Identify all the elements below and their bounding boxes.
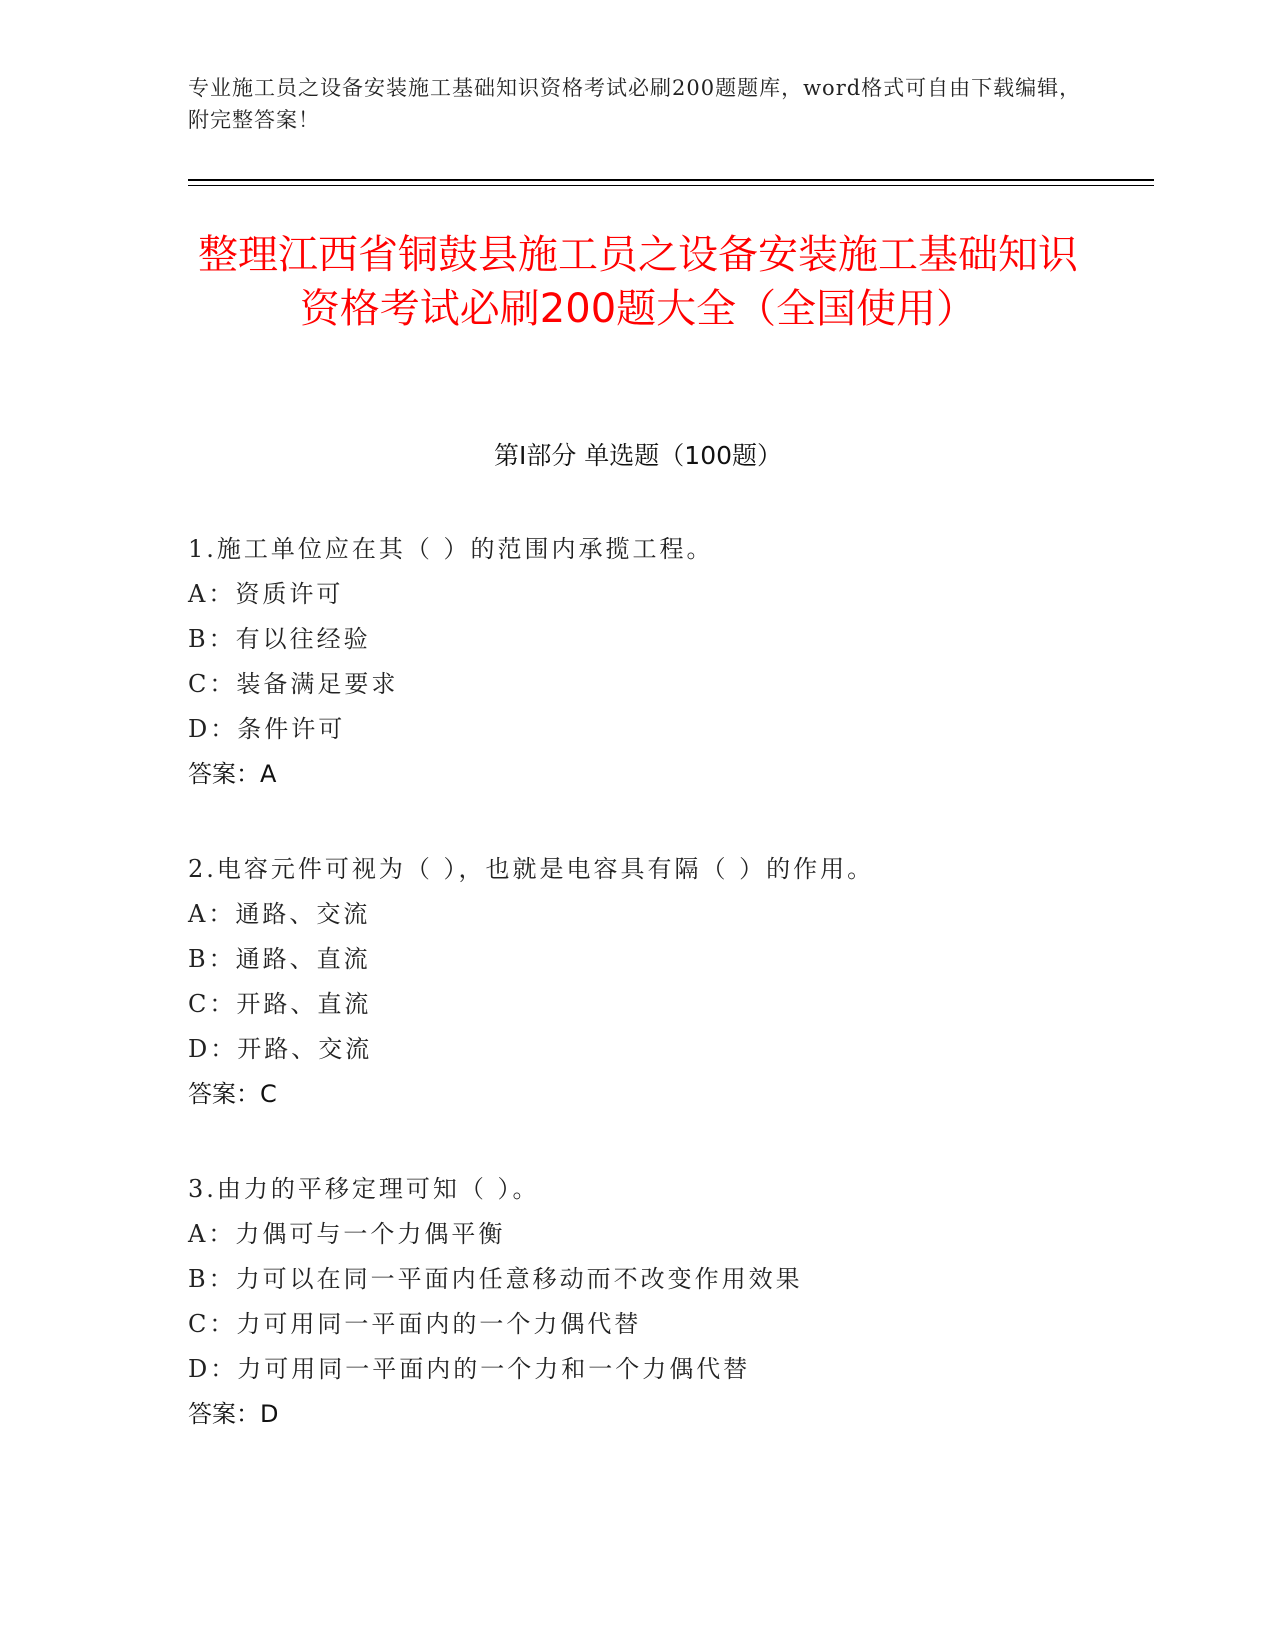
question-text: 2.电容元件可视为（ ），也就是电容具有隔（ ）的作用。 — [188, 855, 875, 883]
header-note: 专业施工员之设备安装施工基础知识资格考试必刷200题题库，word格式可自由下载编辑，附完整答案！ — [188, 76, 1082, 132]
option-d: D：开路、交流 — [188, 1035, 373, 1063]
answer-text: 答案：C — [188, 1080, 277, 1108]
question-text: 1.施工单位应在其（ ）的范围内承揽工程。 — [188, 535, 714, 563]
answer-text: 答案：A — [188, 760, 277, 788]
question-text: 3.由力的平移定理可知（ ）。 — [188, 1175, 540, 1203]
section-heading: 第Ⅰ部分 单选题（100题） — [493, 441, 783, 470]
option-a: A：力偶可与一个力偶平衡 — [188, 1220, 506, 1248]
question-item — [188, 847, 1154, 1167]
option-b: B：通路、直流 — [188, 945, 371, 973]
option-c: C：力可用同一平面内的一个力偶代替 — [188, 1310, 642, 1338]
option-a: A：资质许可 — [188, 580, 344, 608]
header-rule-thin — [188, 185, 1154, 186]
question-item — [188, 1167, 1154, 1487]
option-a: A：通路、交流 — [188, 900, 371, 928]
option-b: B：有以往经验 — [188, 625, 371, 653]
question-list — [188, 527, 1154, 1487]
option-d: D：条件许可 — [188, 715, 346, 743]
document-title: 整理江西省铜鼓县施工员之设备安装施工基础知识资格考试必刷200题大全（全国使用） — [198, 232, 1078, 332]
question-item — [188, 527, 1154, 847]
option-b: B：力可以在同一平面内任意移动而不改变作用效果 — [188, 1265, 803, 1293]
header-rule-thick — [188, 179, 1154, 181]
option-d: D：力可用同一平面内的一个力和一个力偶代替 — [188, 1355, 751, 1383]
option-c: C：装备满足要求 — [188, 670, 399, 698]
option-c: C：开路、直流 — [188, 990, 372, 1018]
answer-text: 答案：D — [188, 1400, 279, 1428]
